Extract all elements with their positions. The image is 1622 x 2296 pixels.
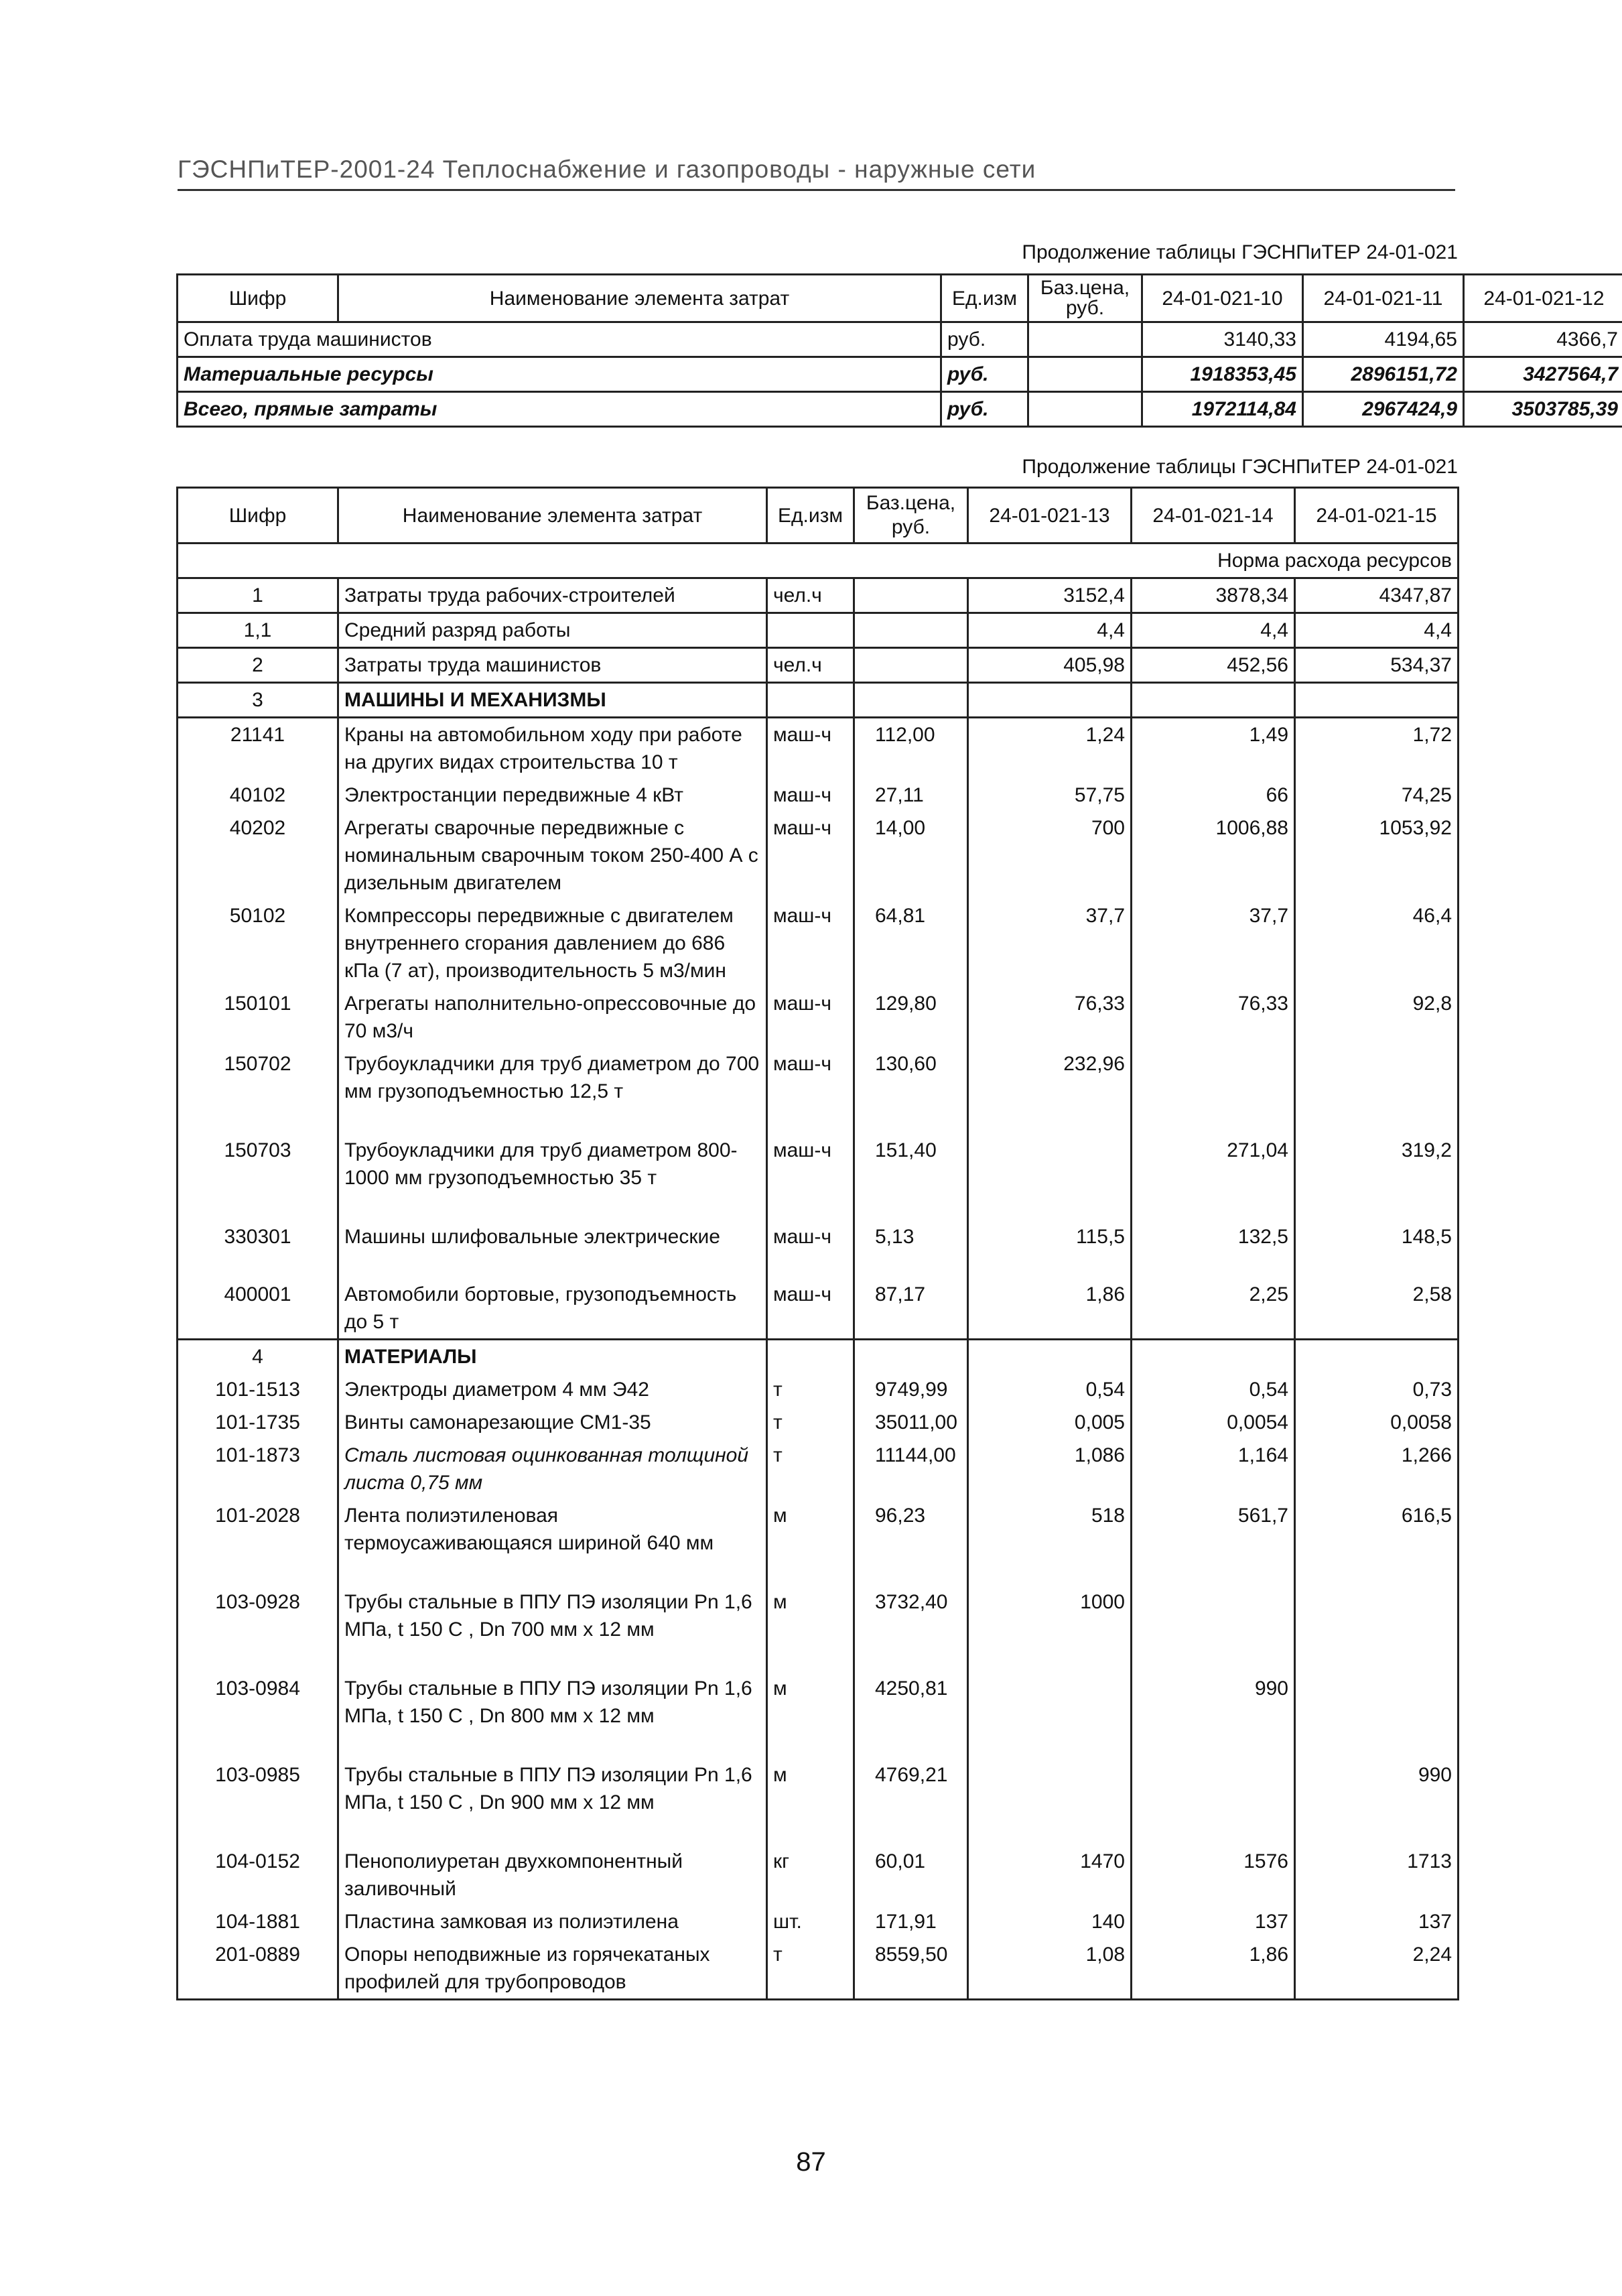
row-unit: маш-ч (767, 1134, 854, 1220)
row-code: 400001 (178, 1278, 338, 1340)
row-price: 11144,00 (854, 1439, 968, 1499)
row-unit: т (767, 1406, 854, 1439)
page-number: 87 (796, 2147, 826, 2177)
row-name: Компрессоры передвижные с двигателем внутреннего сгорания давлением до 686 кПа (7 ат), производительность 5 м3/мин (338, 899, 767, 987)
table-row (178, 322, 1622, 357)
row-value: 2896151,72 (1303, 357, 1464, 392)
table-row (178, 1406, 1459, 1439)
col-name-header: Наименование элемента затрат (338, 275, 941, 322)
row-code: 150101 (178, 987, 338, 1047)
row-name: Всего, прямые затраты (178, 392, 941, 427)
row-value: 4194,65 (1303, 322, 1464, 357)
row-unit: маш-ч (767, 1220, 854, 1278)
row-price: 151,40 (854, 1134, 968, 1220)
table-row (178, 1373, 1459, 1406)
row-price: 4250,81 (854, 1672, 968, 1759)
col-price-header: Баз.цена, руб. (854, 488, 968, 544)
row-value (1295, 1586, 1459, 1672)
row-unit: т (767, 1938, 854, 2000)
table2-header-row (178, 488, 1459, 544)
table-row (178, 1499, 1459, 1586)
row-price (854, 648, 968, 683)
row-value: 2,25 (1132, 1278, 1295, 1340)
row-name: Пенополиуретан двухкомпонентный заливочный (338, 1845, 767, 1905)
table-row (178, 1586, 1459, 1672)
row-value (1132, 1586, 1295, 1672)
row-unit: шт. (767, 1905, 854, 1938)
row-name: Электроды диаметром 4 мм Э42 (338, 1373, 767, 1406)
row-value: 46,4 (1295, 899, 1459, 987)
row-value: 3503785,39 (1464, 392, 1622, 427)
row-value: 405,98 (968, 648, 1132, 683)
row-value: 1053,92 (1295, 812, 1459, 899)
row-value (968, 1134, 1132, 1220)
col-norm3-header: 24-01-021-12 (1464, 275, 1622, 322)
row-code: 2 (178, 648, 338, 683)
row-unit (767, 683, 854, 718)
row-name: Средний разряд работы (338, 613, 767, 648)
row-value: 0,0058 (1295, 1406, 1459, 1439)
row-name: Краны на автомобильном ходу при работе на других видах строительства 10 т (338, 718, 767, 779)
row-name: Трубы стальные в ППУ ПЭ изоляции Pn 1,6 МПа, t 150 С , Dn 800 мм х 12 мм (338, 1672, 767, 1759)
row-code: 103-0984 (178, 1672, 338, 1759)
col-code-header: Шифр (178, 275, 338, 322)
row-price: 130,60 (854, 1047, 968, 1134)
col-norm1-header: 24-01-021-13 (968, 488, 1132, 544)
row-unit: м (767, 1586, 854, 1672)
row-code: 103-0928 (178, 1586, 338, 1672)
col-norm2-header: 24-01-021-11 (1303, 275, 1464, 322)
row-code: 101-1513 (178, 1373, 338, 1406)
row-name: Автомобили бортовые, грузоподъемность до 5 т (338, 1278, 767, 1340)
row-value: 232,96 (968, 1047, 1132, 1134)
row-code: 201-0889 (178, 1938, 338, 2000)
row-value: 1,266 (1295, 1439, 1459, 1499)
row-value: 1918353,45 (1142, 357, 1303, 392)
row-unit: чел.ч (767, 648, 854, 683)
row-value: 1,086 (968, 1439, 1132, 1499)
row-price: 27,11 (854, 779, 968, 812)
row-name: Затраты труда рабочих-строителей (338, 578, 767, 613)
row-unit: маш-ч (767, 779, 854, 812)
row-price: 5,13 (854, 1220, 968, 1278)
row-price (854, 1340, 968, 1374)
row-name: Агрегаты наполнительно-опрессовочные до 70 м3/ч (338, 987, 767, 1047)
row-value: 271,04 (1132, 1134, 1295, 1220)
row-unit: чел.ч (767, 578, 854, 613)
row-value: 76,33 (1132, 987, 1295, 1047)
row-value: 76,33 (968, 987, 1132, 1047)
col-unit-header: Ед.изм (941, 275, 1028, 322)
row-value: 1,24 (968, 718, 1132, 779)
row-price: 112,00 (854, 718, 968, 779)
row-unit (767, 1340, 854, 1374)
row-name: Трубоукладчики для труб диаметром до 700 мм грузоподъемностью 12,5 т (338, 1047, 767, 1134)
col-unit-header: Ед.изм (767, 488, 854, 544)
row-value: 3878,34 (1132, 578, 1295, 613)
row-unit: маш-ч (767, 1278, 854, 1340)
row-value: 1,164 (1132, 1439, 1295, 1499)
row-price (854, 578, 968, 613)
norm-label: Норма расхода ресурсов (178, 544, 1459, 578)
row-value: 0,73 (1295, 1373, 1459, 1406)
col-norm2-header: 24-01-021-14 (1132, 488, 1295, 544)
row-price: 96,23 (854, 1499, 968, 1586)
table-row (178, 1938, 1459, 2000)
resource-table (176, 487, 1459, 2000)
row-code: 104-0152 (178, 1845, 338, 1905)
row-code: 50102 (178, 899, 338, 987)
row-price: 64,81 (854, 899, 968, 987)
row-value (968, 1340, 1132, 1374)
row-value: 1,86 (968, 1278, 1132, 1340)
row-name: Электростанции передвижные 4 кВт (338, 779, 767, 812)
col-price-header: Баз.цена, руб. (1028, 275, 1142, 322)
row-value: 3140,33 (1142, 322, 1303, 357)
row-code: 101-1873 (178, 1439, 338, 1499)
row-code: 1,1 (178, 613, 338, 648)
row-unit (767, 613, 854, 648)
table-row (178, 648, 1459, 683)
row-value: 1713 (1295, 1845, 1459, 1905)
row-price: 129,80 (854, 987, 968, 1047)
row-value: 0,54 (968, 1373, 1132, 1406)
table-row (178, 613, 1459, 648)
row-unit: руб. (941, 392, 1028, 427)
row-value: 37,7 (1132, 899, 1295, 987)
table-row (178, 987, 1459, 1047)
row-value: 534,37 (1295, 648, 1459, 683)
row-code: 40202 (178, 812, 338, 899)
table-row (178, 1047, 1459, 1134)
row-price: 14,00 (854, 812, 968, 899)
table-row (178, 1759, 1459, 1845)
row-unit: кг (767, 1845, 854, 1905)
row-value (1132, 1340, 1295, 1374)
row-name: Трубы стальные в ППУ ПЭ изоляции Pn 1,6 МПа, t 150 С , Dn 900 мм х 12 мм (338, 1759, 767, 1845)
row-value: 115,5 (968, 1220, 1132, 1278)
row-unit: маш-ч (767, 812, 854, 899)
table-row (178, 1134, 1459, 1220)
row-value: 1,49 (1132, 718, 1295, 779)
row-price: 60,01 (854, 1845, 968, 1905)
row-value: 92,8 (1295, 987, 1459, 1047)
row-value: 4,4 (1295, 613, 1459, 648)
row-code: 330301 (178, 1220, 338, 1278)
table-row (178, 683, 1459, 718)
row-code: 103-0985 (178, 1759, 338, 1845)
summary-table (176, 273, 1622, 428)
table1-header-row (178, 275, 1622, 322)
row-unit: м (767, 1759, 854, 1845)
row-value: 616,5 (1295, 1499, 1459, 1586)
row-value: 148,5 (1295, 1220, 1459, 1278)
row-value: 4,4 (968, 613, 1132, 648)
table-row (178, 1439, 1459, 1499)
row-value (968, 1759, 1132, 1845)
row-price: 9749,99 (854, 1373, 968, 1406)
row-code: 4 (178, 1340, 338, 1374)
row-value (1295, 1047, 1459, 1134)
col-norm1-header: 24-01-021-10 (1142, 275, 1303, 322)
row-name: Материальные ресурсы (178, 357, 941, 392)
row-unit: руб. (941, 357, 1028, 392)
page-header: ГЭСНПиТЕР-2001-24 Теплоснабжение и газопроводы - наружные сети (178, 155, 1455, 191)
table-row (178, 1278, 1459, 1340)
table-row (178, 812, 1459, 899)
row-value: 1,86 (1132, 1938, 1295, 2000)
row-value (1295, 1672, 1459, 1759)
row-value (1132, 683, 1295, 718)
row-value: 2,24 (1295, 1938, 1459, 2000)
row-name: МАТЕРИАЛЫ (338, 1340, 767, 1374)
row-code: 21141 (178, 718, 338, 779)
row-name: Опоры неподвижные из горячекатаных профилей для трубопроводов (338, 1938, 767, 2000)
row-unit: т (767, 1439, 854, 1499)
table-row (178, 779, 1459, 812)
row-name: Пластина замковая из полиэтилена (338, 1905, 767, 1938)
row-value: 74,25 (1295, 779, 1459, 812)
row-value: 518 (968, 1499, 1132, 1586)
row-unit: маш-ч (767, 1047, 854, 1134)
row-name: МАШИНЫ И МЕХАНИЗМЫ (338, 683, 767, 718)
row-unit: маш-ч (767, 987, 854, 1047)
row-value (1132, 1047, 1295, 1134)
row-name: Агрегаты сварочные передвижные с номинальным сварочным током 250-400 А с дизельным двигателем (338, 812, 767, 899)
row-unit: м (767, 1499, 854, 1586)
row-name: Сталь листовая оцинкованная толщиной листа 0,75 мм (338, 1439, 767, 1499)
table-row (178, 1905, 1459, 1938)
table-row (178, 392, 1622, 427)
table-row (178, 1340, 1459, 1374)
row-unit: маш-ч (767, 899, 854, 987)
row-value (1295, 683, 1459, 718)
row-name: Машины шлифовальные электрические (338, 1220, 767, 1278)
row-name: Винты самонарезающие СМ1-35 (338, 1406, 767, 1439)
row-value: 1,08 (968, 1938, 1132, 2000)
row-unit: м (767, 1672, 854, 1759)
row-value: 700 (968, 812, 1132, 899)
row-value: 1000 (968, 1586, 1132, 1672)
row-code: 101-1735 (178, 1406, 338, 1439)
col-code-header: Шифр (178, 488, 338, 544)
row-name: Трубы стальные в ППУ ПЭ изоляции Pn 1,6 МПа, t 150 С , Dn 700 мм х 12 мм (338, 1586, 767, 1672)
row-value (968, 1672, 1132, 1759)
row-value: 1972114,84 (1142, 392, 1303, 427)
row-price: 8559,50 (854, 1938, 968, 2000)
row-value: 990 (1132, 1672, 1295, 1759)
row-price: 87,17 (854, 1278, 968, 1340)
row-name: Оплата труда машинистов (178, 322, 941, 357)
norm-label-row (178, 544, 1459, 578)
table-row (178, 718, 1459, 779)
row-unit: руб. (941, 322, 1028, 357)
row-unit: т (767, 1373, 854, 1406)
row-value: 4347,87 (1295, 578, 1459, 613)
row-value: 132,5 (1132, 1220, 1295, 1278)
row-name: Трубоукладчики для труб диаметром 800-1000 мм грузоподъемностью 35 т (338, 1134, 767, 1220)
row-value: 2,58 (1295, 1278, 1459, 1340)
table-row (178, 357, 1622, 392)
row-value: 1,72 (1295, 718, 1459, 779)
row-value: 137 (1132, 1905, 1295, 1938)
row-name: Затраты труда машинистов (338, 648, 767, 683)
row-value (1295, 1340, 1459, 1374)
row-value: 561,7 (1132, 1499, 1295, 1586)
row-value: 319,2 (1295, 1134, 1459, 1220)
row-value: 2967424,9 (1303, 392, 1464, 427)
row-value: 137 (1295, 1905, 1459, 1938)
row-price (854, 613, 968, 648)
row-value: 3427564,7 (1464, 357, 1622, 392)
row-value: 57,75 (968, 779, 1132, 812)
row-value: 452,56 (1132, 648, 1295, 683)
row-price: 35011,00 (854, 1406, 968, 1439)
row-price: 171,91 (854, 1905, 968, 1938)
row-code: 150703 (178, 1134, 338, 1220)
row-code: 104-1881 (178, 1905, 338, 1938)
row-price: 3732,40 (854, 1586, 968, 1672)
row-value: 140 (968, 1905, 1132, 1938)
row-code: 101-2028 (178, 1499, 338, 1586)
row-value: 0,0054 (1132, 1406, 1295, 1439)
row-code: 3 (178, 683, 338, 718)
table2-caption: Продолжение таблицы ГЭСНПиТЕР 24-01-021 (1022, 456, 1458, 478)
table1-caption: Продолжение таблицы ГЭСНПиТЕР 24-01-021 (1022, 241, 1458, 263)
table-row (178, 1220, 1459, 1278)
col-norm3-header: 24-01-021-15 (1295, 488, 1459, 544)
table-row (178, 899, 1459, 987)
row-price (854, 683, 968, 718)
row-code: 40102 (178, 779, 338, 812)
row-value: 0,54 (1132, 1373, 1295, 1406)
row-value: 66 (1132, 779, 1295, 812)
row-code: 150702 (178, 1047, 338, 1134)
table-row (178, 578, 1459, 613)
row-value: 3152,4 (968, 578, 1132, 613)
row-value: 0,005 (968, 1406, 1132, 1439)
row-value: 1470 (968, 1845, 1132, 1905)
row-unit: маш-ч (767, 718, 854, 779)
table-row (178, 1845, 1459, 1905)
row-value: 4,4 (1132, 613, 1295, 648)
row-value: 4366,7 (1464, 322, 1622, 357)
row-price: 4769,21 (854, 1759, 968, 1845)
row-value: 990 (1295, 1759, 1459, 1845)
row-name: Лента полиэтиленовая термоусаживающаяся шириной 640 мм (338, 1499, 767, 1586)
row-value: 1576 (1132, 1845, 1295, 1905)
row-code: 1 (178, 578, 338, 613)
row-value: 1006,88 (1132, 812, 1295, 899)
row-value (1132, 1759, 1295, 1845)
col-name-header: Наименование элемента затрат (338, 488, 767, 544)
row-value (968, 683, 1132, 718)
row-value: 37,7 (968, 899, 1132, 987)
table-row (178, 1672, 1459, 1759)
